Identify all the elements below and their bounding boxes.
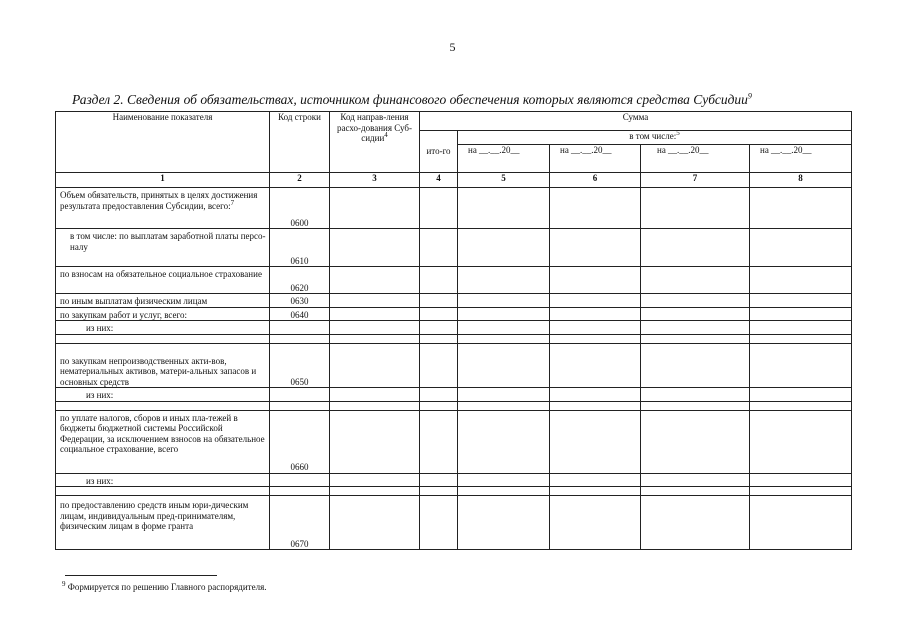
header-indicator: Наименование показателя	[56, 112, 270, 173]
value-cell[interactable]	[420, 188, 458, 229]
table-row	[56, 321, 852, 335]
value-cell[interactable]	[550, 388, 641, 402]
value-cell[interactable]	[458, 496, 550, 550]
value-cell[interactable]	[420, 496, 458, 550]
blank-cell	[270, 334, 330, 343]
value-cell[interactable]	[641, 267, 750, 294]
footnote-ref: 9	[62, 580, 66, 588]
value-cell[interactable]	[330, 496, 420, 550]
table-row-blank	[56, 401, 852, 410]
value-cell[interactable]	[458, 229, 550, 267]
header-including	[458, 131, 852, 145]
column-number-8: 8	[750, 173, 852, 188]
table-row	[56, 410, 852, 473]
row-label: по уплате налогов, сборов и иных пла-тежей в бюджеты бюджетной системы Российской Федерации, за исключением взносов на обязательное социальное страхование, всего	[56, 410, 270, 473]
row-code: 0620	[270, 267, 330, 294]
row-code	[270, 388, 330, 402]
value-cell[interactable]	[750, 321, 852, 335]
row-label: по закупкам непроизводственных акти-вов, нематериальных активов, матери-альных запасов и основных средств	[56, 343, 270, 388]
table-row	[56, 229, 852, 267]
value-cell[interactable]	[458, 334, 550, 343]
section-title	[72, 92, 752, 108]
value-cell[interactable]	[550, 334, 641, 343]
row-label: в том числе: по выплатам заработной платы персо-налу	[56, 229, 270, 267]
table-row	[56, 343, 852, 388]
row-code: 0660	[270, 410, 330, 473]
value-cell[interactable]	[420, 343, 458, 388]
value-cell[interactable]	[330, 307, 420, 321]
value-cell[interactable]	[750, 188, 852, 229]
table-row	[56, 188, 852, 229]
blank-cell	[56, 401, 270, 410]
value-cell[interactable]	[330, 473, 420, 487]
header-direction-code-ref: 4	[384, 131, 388, 139]
blank-cell	[56, 487, 270, 496]
table-row	[56, 496, 852, 550]
value-cell[interactable]	[458, 401, 550, 410]
obligations-table	[55, 111, 852, 550]
value-cell[interactable]	[330, 294, 420, 308]
value-cell[interactable]	[750, 267, 852, 294]
header-date-col-5: на __.__.20__	[458, 145, 550, 173]
header-total: ито-го	[420, 131, 458, 173]
value-cell[interactable]	[550, 267, 641, 294]
value-cell[interactable]	[458, 343, 550, 388]
row-code	[270, 473, 330, 487]
value-cell[interactable]	[641, 188, 750, 229]
table-row	[56, 294, 852, 308]
value-cell[interactable]	[458, 321, 550, 335]
value-cell[interactable]	[750, 473, 852, 487]
header-date-col-8: на __.__.20__	[750, 145, 852, 173]
value-cell[interactable]	[420, 267, 458, 294]
page-number: 5	[449, 40, 456, 54]
value-cell[interactable]	[550, 321, 641, 335]
value-cell[interactable]	[550, 188, 641, 229]
column-number-4: 4	[420, 173, 458, 188]
value-cell[interactable]	[750, 496, 852, 550]
value-cell[interactable]	[550, 473, 641, 487]
row-label: по взносам на обязательное социальное страхование	[56, 267, 270, 294]
row-code: 0640	[270, 307, 330, 321]
table-row	[56, 267, 852, 294]
value-cell[interactable]	[641, 229, 750, 267]
row-code: 0670	[270, 496, 330, 550]
value-cell[interactable]	[330, 334, 420, 343]
table-row-blank	[56, 487, 852, 496]
value-cell[interactable]	[750, 388, 852, 402]
row-code: 0630	[270, 294, 330, 308]
value-cell[interactable]	[420, 487, 458, 496]
value-cell[interactable]	[330, 410, 420, 473]
table-row-blank	[56, 334, 852, 343]
value-cell[interactable]	[420, 307, 458, 321]
value-cell[interactable]	[641, 410, 750, 473]
table-row	[56, 307, 852, 321]
header-amount: Сумма	[420, 112, 852, 131]
row-code	[270, 321, 330, 335]
value-cell[interactable]	[641, 473, 750, 487]
value-cell[interactable]	[641, 307, 750, 321]
value-cell[interactable]	[550, 229, 641, 267]
row-label: по иным выплатам физическим лицам	[56, 294, 270, 308]
value-cell[interactable]	[750, 487, 852, 496]
value-cell[interactable]	[420, 294, 458, 308]
value-cell[interactable]	[458, 267, 550, 294]
row-label: из них:	[56, 388, 270, 402]
value-cell[interactable]	[550, 307, 641, 321]
value-cell[interactable]	[420, 401, 458, 410]
column-number-6: 6	[550, 173, 641, 188]
value-cell[interactable]	[330, 229, 420, 267]
value-cell[interactable]	[641, 343, 750, 388]
table-row	[56, 473, 852, 487]
blank-cell	[270, 487, 330, 496]
footnote-text: Формируется по решению Главного распорядителя.	[67, 582, 267, 592]
row-code: 0600	[270, 188, 330, 229]
column-number-3: 3	[330, 173, 420, 188]
value-cell[interactable]	[330, 267, 420, 294]
row-label	[56, 188, 270, 229]
header-including-ref: 5	[676, 129, 680, 137]
footnote-divider	[65, 575, 217, 576]
value-cell[interactable]	[641, 321, 750, 335]
footnote	[62, 582, 266, 592]
value-cell[interactable]	[420, 473, 458, 487]
value-cell[interactable]	[750, 229, 852, 267]
value-cell[interactable]	[330, 343, 420, 388]
value-cell[interactable]	[550, 496, 641, 550]
section-title-text: Раздел 2. Сведения об обязательствах, источником финансового обеспечения которых являются средства Субсидии	[72, 92, 748, 107]
blank-cell	[270, 401, 330, 410]
value-cell[interactable]	[420, 229, 458, 267]
value-cell[interactable]	[550, 343, 641, 388]
header-direction-code	[330, 112, 420, 173]
value-cell[interactable]	[330, 401, 420, 410]
header-including-text: в том числе:	[629, 131, 677, 141]
value-cell[interactable]	[550, 410, 641, 473]
value-cell[interactable]	[641, 496, 750, 550]
value-cell[interactable]	[330, 388, 420, 402]
value-cell[interactable]	[420, 321, 458, 335]
row-code: 0650	[270, 343, 330, 388]
header-direction-code-text: Код направ-ления расхо-дования Суб-сидии	[337, 112, 412, 143]
table-row	[56, 388, 852, 402]
value-cell[interactable]	[458, 487, 550, 496]
row-label: из них:	[56, 321, 270, 335]
value-cell[interactable]	[330, 188, 420, 229]
value-cell[interactable]	[750, 334, 852, 343]
column-number-2: 2	[270, 173, 330, 188]
value-cell[interactable]	[641, 294, 750, 308]
column-number-5: 5	[458, 173, 550, 188]
value-cell[interactable]	[641, 334, 750, 343]
value-cell[interactable]	[330, 487, 420, 496]
value-cell[interactable]	[750, 343, 852, 388]
blank-cell	[56, 334, 270, 343]
value-cell[interactable]	[458, 410, 550, 473]
value-cell[interactable]	[458, 307, 550, 321]
value-cell[interactable]	[750, 401, 852, 410]
header-date-col-6: на __.__.20__	[550, 145, 641, 173]
value-cell[interactable]	[420, 388, 458, 402]
value-cell[interactable]	[641, 388, 750, 402]
value-cell[interactable]	[641, 401, 750, 410]
row-label-ref: 7	[230, 198, 235, 207]
value-cell[interactable]	[458, 188, 550, 229]
header-date-col-7: на __.__.20__	[641, 145, 750, 173]
column-number-1: 1	[56, 173, 270, 188]
value-cell[interactable]	[750, 410, 852, 473]
header-line-code: Код строки	[270, 112, 330, 173]
value-cell[interactable]	[458, 294, 550, 308]
section-title-ref: 9	[747, 91, 752, 101]
value-cell[interactable]	[458, 473, 550, 487]
value-cell[interactable]	[330, 321, 420, 335]
row-label-text: Объем обязательств, принятых в целях достижения результата предоставления Субсидии, всего:	[60, 190, 258, 211]
value-cell[interactable]	[750, 307, 852, 321]
value-cell[interactable]	[550, 487, 641, 496]
value-cell[interactable]	[641, 487, 750, 496]
row-label: из них:	[56, 473, 270, 487]
value-cell[interactable]	[750, 294, 852, 308]
value-cell[interactable]	[550, 294, 641, 308]
value-cell[interactable]	[550, 401, 641, 410]
row-label: по закупкам работ и услуг, всего:	[56, 307, 270, 321]
value-cell[interactable]	[420, 334, 458, 343]
value-cell[interactable]	[458, 388, 550, 402]
column-number-7: 7	[641, 173, 750, 188]
row-label: по предоставлению средств иным юри-дическим лицам, индивидуальным пред-принимателям, физическим лицам в форме гранта	[56, 496, 270, 550]
row-code: 0610	[270, 229, 330, 267]
value-cell[interactable]	[420, 410, 458, 473]
